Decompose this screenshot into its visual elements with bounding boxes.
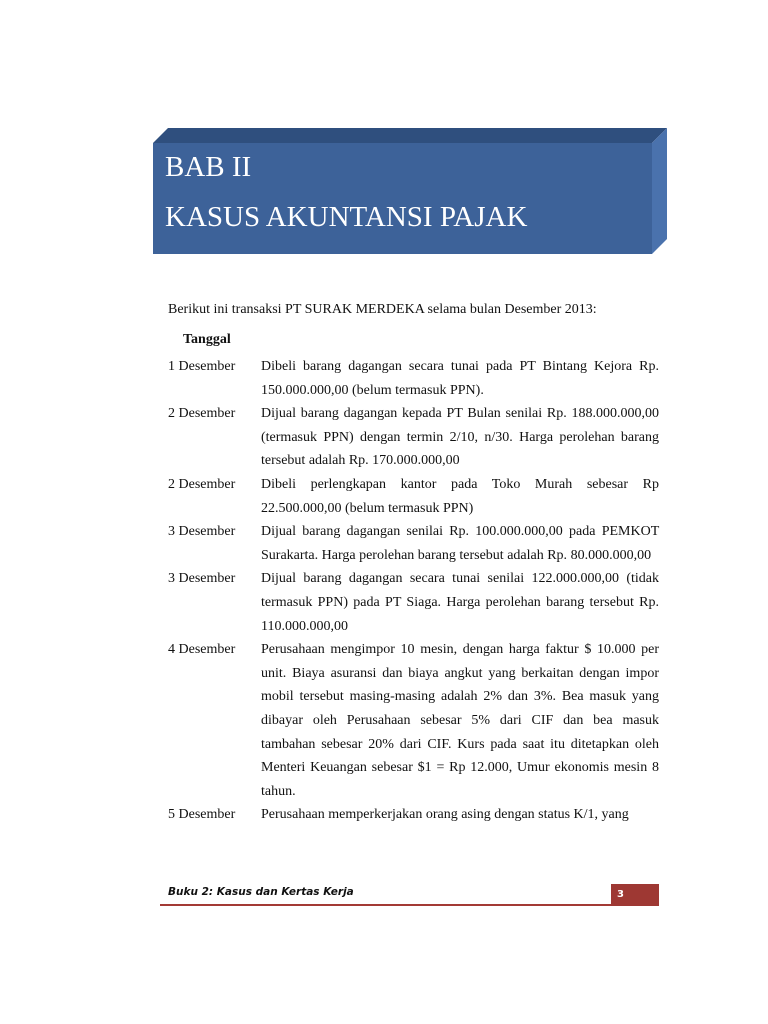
intro-paragraph: Berikut ini transaksi PT SURAK MERDEKA selama bulan Desember 2013: [168, 302, 597, 317]
banner-title [165, 142, 527, 242]
transaction-date: 3 Desember [168, 571, 236, 587]
chapter-title: KASUS AKUNTANSI PAJAK [165, 201, 528, 233]
transaction-date: 5 Desember [168, 807, 236, 823]
transaction-description: Dibeli perlengkapan kantor pada Toko Murah sebesar Rp 22.500.000,00 (belum termasuk PPN) [261, 476, 659, 516]
chapter-number: BAB II [165, 151, 252, 183]
transaction-date: 1 Desember [168, 359, 236, 374]
transaction-list [168, 355, 659, 827]
transaction-description: Dijual barang dagangan secara tunai senilai 122.000.000,00 (tidak termasuk PPN) pada PT Siaga. Harga perolehan barang tersebut Rp. 110.000.000,00 [261, 571, 659, 634]
transaction-description: Dijual barang dagangan kepada PT Bulan senilai Rp. 188.000.000,00 (termasuk PPN) dengan termin 2/10, n/30. Harga perolehan barang tersebut adalah Rp. 170.000.000,00 [261, 406, 659, 469]
transaction-date: 2 Desember [168, 476, 236, 492]
transaction-row [168, 803, 659, 827]
transaction-description: Perusahaan memperkerjakan orang asing dengan status K/1, yang [261, 807, 629, 823]
transaction-date: 3 Desember [168, 524, 236, 540]
transaction-description: Perusahaan mengimpor 10 mesin, dengan harga faktur $ 10.000 per unit. Biaya asuransi dan biaya angkut yang berkaitan dengan impor mobil tersebut masing-masing adalah 2% dan 3%. Bea masuk yang dibayar oleh Perusahaan sebesar 5% dari CIF dan bea masuk tambahan sebesar 20% dari CIF. Kurs pada saat itu ditetapkan oleh Menteri Keuangan sebesar $1 = Rp 12.000, Umur ekonomis mesin 8 tahun. [261, 642, 659, 799]
transaction-row [168, 473, 659, 520]
column-header-date: Tanggal [183, 332, 231, 347]
banner-side-face [652, 128, 667, 254]
transaction-row [168, 567, 659, 638]
transaction-row [168, 402, 659, 473]
footer-book-title: Buku 2: Kasus dan Kertas Kerja [168, 886, 354, 898]
transaction-row [168, 355, 659, 402]
footer-rule [160, 904, 612, 906]
transaction-description: Dijual barang dagangan senilai Rp. 100.000.000,00 pada PEMKOT Surakarta. Harga perolehan barang tersebut adalah Rp. 80.000.000,00 [261, 524, 659, 563]
transaction-row [168, 520, 659, 567]
page-number-badge: 3 [611, 884, 659, 906]
banner-top-face [153, 128, 667, 143]
transaction-date: 4 Desember [168, 642, 236, 658]
transaction-description: Dibeli barang dagangan secara tunai pada PT Bintang Kejora Rp. 150.000.000,00 (belum termasuk PPN). [261, 359, 659, 398]
transaction-date: 2 Desember [168, 406, 236, 422]
transaction-row [168, 638, 659, 803]
chapter-banner [153, 128, 667, 254]
